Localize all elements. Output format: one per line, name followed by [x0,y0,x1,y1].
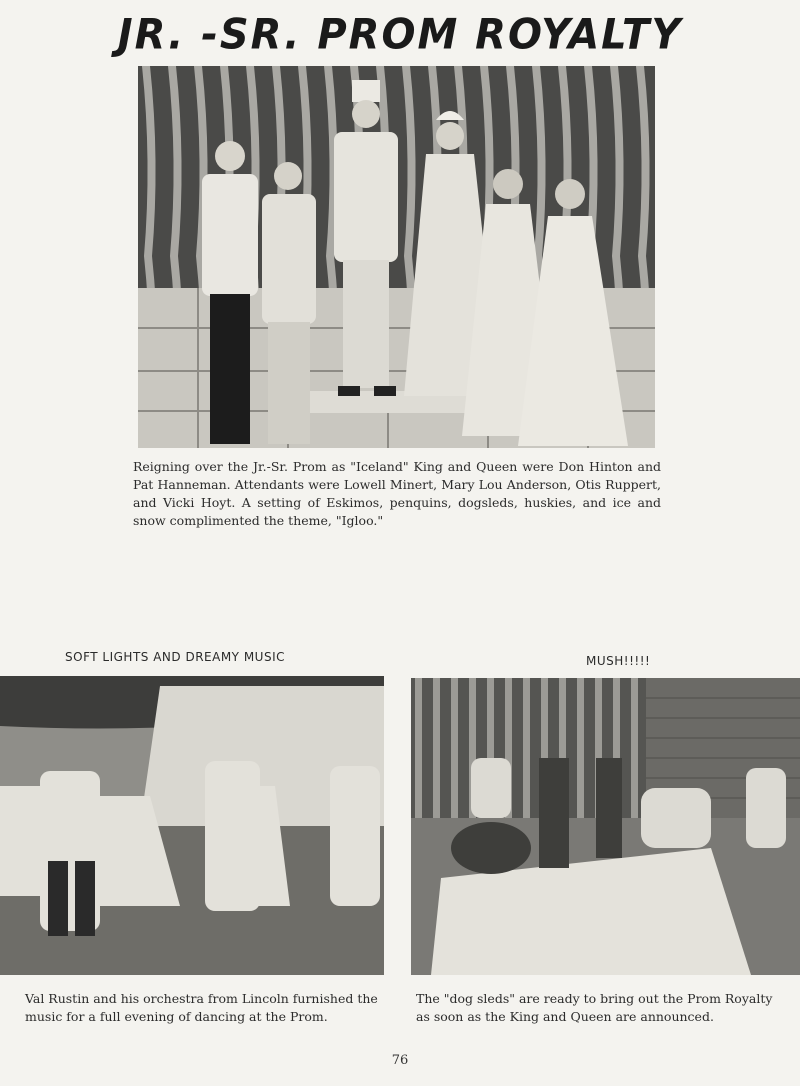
dance-caption: Val Rustin and his orchestra from Lincoln furnished the music for a full evening of dancing at the Prom. [25,991,378,1024]
dance-photo [0,676,384,975]
dance-photo-illustration [0,676,384,975]
sleds-caption: The "dog sleds" are ready to bring out the Prom Royalty as soon as the King and Queen are announced. [416,991,773,1024]
royalty-photo [138,66,655,448]
sleds-photo-illustration [411,678,800,975]
dance-photo-label: SOFT LIGHTS AND DREAMY MUSIC [65,650,285,664]
royalty-photo-illustration [138,66,655,448]
royalty-caption: Reigning over the Jr.-Sr. Prom as "Iceland" King and Queen were Don Hinton and Pat Hanneman. Attendants were Lowell Minert, Mary Lou Anderson, Otis Ruppert, and Vicki Hoyt. A setting of Eskimos, penquins, dogsleds, huskies, and ice and snow complimented the theme, "Igloo." [133,459,661,528]
sleds-photo [411,678,800,975]
page-number: 76 [391,1053,409,1068]
sleds-photo-label: MUSH!!!!! [586,654,651,668]
page-title: JR. -SR. PROM ROYALTY [117,10,683,60]
